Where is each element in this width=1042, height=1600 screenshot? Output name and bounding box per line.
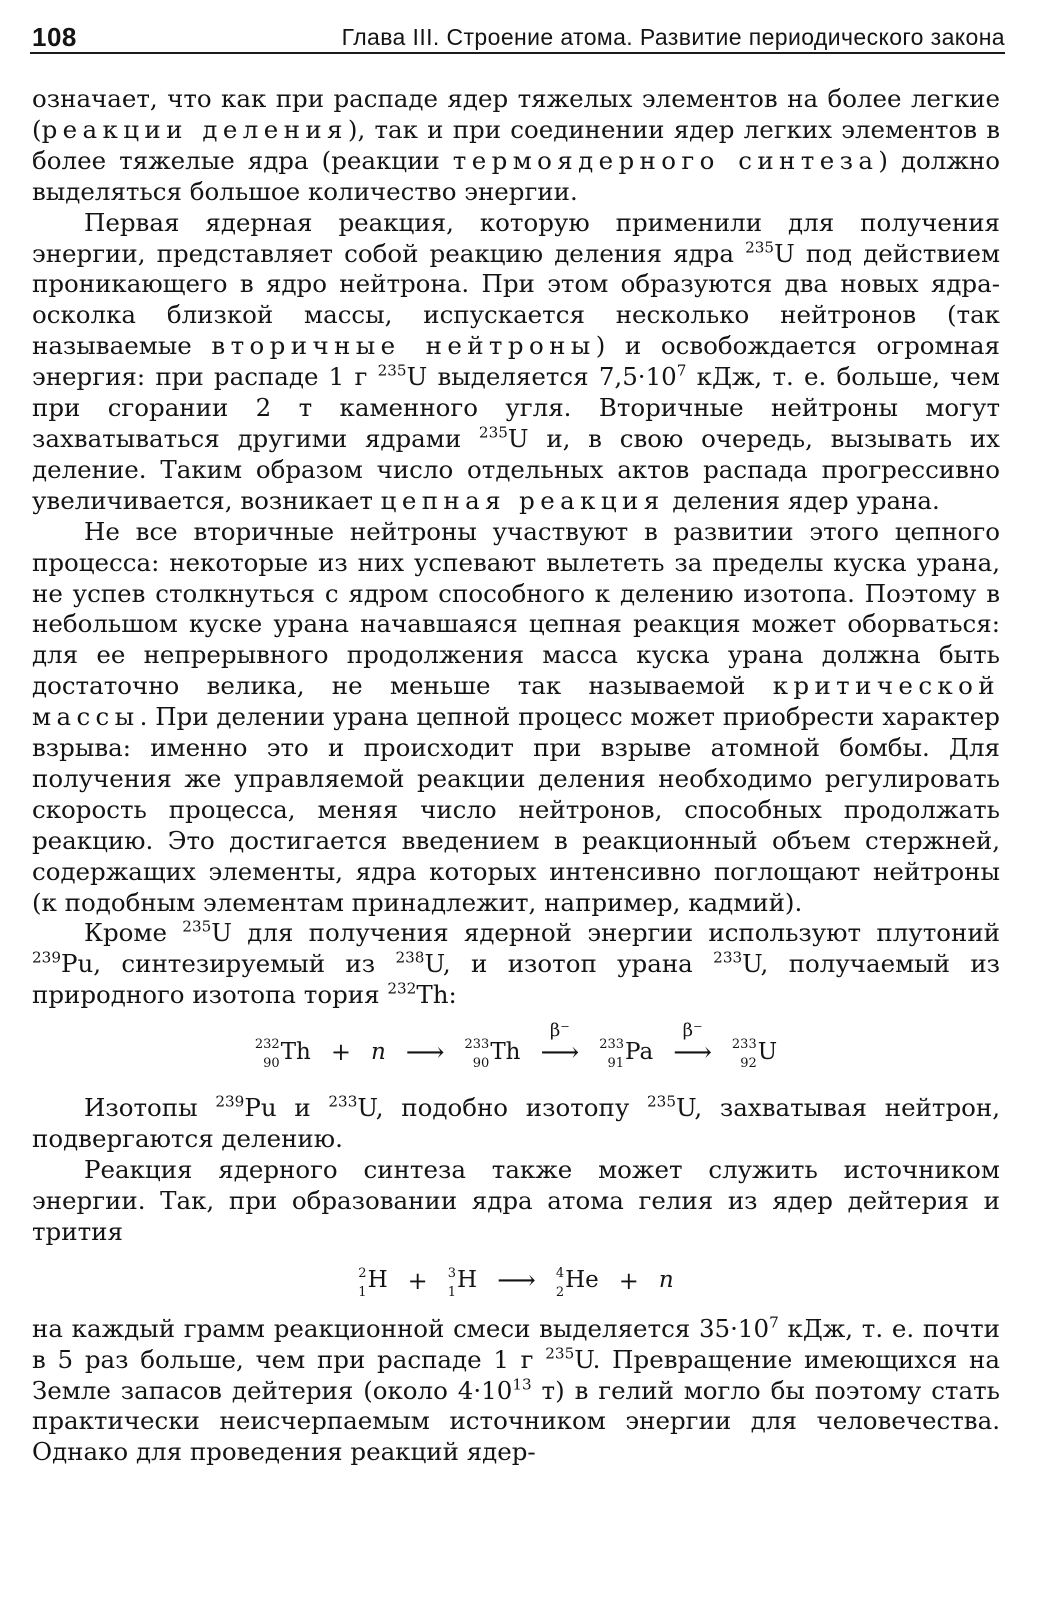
paragraph-fusion-energy	[32, 1314, 1000, 1469]
mass-number: 4	[555, 1265, 565, 1281]
helium-4-nuclide	[555, 1265, 599, 1300]
mass-number: 233	[599, 1037, 625, 1053]
text-run: ) должно выделяться большое количество энергии.	[32, 145, 1000, 206]
text-run: означает, что как при распаде ядер тяжелых элементов на более легкие (	[32, 84, 1000, 144]
emphasized-term-secondary-neutrons: вторичные нейтроны	[211, 331, 596, 361]
text-run: U выделяется 7,5·10	[406, 362, 677, 392]
text-run: U под действием проникающего в ядро нейтрона. При этом образуются два новых ядра-осколка близкой массы, испускается несколько нейтронов (так называемые	[32, 238, 1001, 361]
mass-number: 2	[358, 1265, 367, 1281]
mass-number: 233	[731, 1037, 757, 1053]
plus-sign: +	[618, 1266, 639, 1295]
exponent: 13	[512, 1375, 532, 1394]
text-run: . При делении урана цепной процесс может приобрести характер взрыва: именно это и происходит при взрыве атомной бомбы. Для получения же управляемой реакции деления необходимо регулировать скорость процесса, меняя число нейтронов, способных продолжать реакцию. Это достигается введением в реакционный объем стержней, содержащих элементы, ядра которых интенсивно поглощают нейтроны (к подобным элементам принадлежит, например, кадмий).	[32, 702, 1000, 917]
paragraph-critical-mass	[32, 517, 1000, 919]
mass-number: 3	[447, 1265, 457, 1281]
beta-decay-arrow	[673, 1020, 712, 1068]
paragraph-fusion-intro	[32, 1155, 1000, 1248]
emphasized-term-chain-reaction: цепная реакция	[380, 485, 665, 515]
paragraph-uranium-fission	[32, 208, 1000, 517]
nucleon-numbers	[447, 1265, 457, 1300]
running-head	[30, 10, 1005, 54]
text-run: ) и освобождается огромная энергия: при распаде 1 г	[32, 331, 1000, 392]
isotope-mass-number: 239	[32, 948, 61, 967]
element-symbol: Th	[490, 1038, 521, 1065]
text-run: U для получения ядерной энергии используют плутоний	[211, 918, 1000, 948]
text-run: Кроме	[84, 918, 183, 948]
text-run: Pu, синтезируемый из	[61, 949, 396, 979]
thorium-232-nuclide	[254, 1037, 311, 1072]
element-symbol: Pa	[625, 1038, 654, 1065]
nucleon-numbers	[254, 1037, 280, 1072]
tritium-nuclide	[447, 1265, 478, 1300]
element-symbol: Th	[280, 1038, 311, 1065]
neutron-symbol	[370, 1038, 386, 1065]
element-symbol: H	[457, 1267, 478, 1294]
arrow-glyph: ⟶	[673, 1036, 712, 1068]
paragraph-fissile-isotopes-note	[32, 1093, 1000, 1155]
reaction-arrow: ⟶	[405, 1036, 445, 1068]
charge-number: 2	[555, 1284, 565, 1300]
reaction-arrow: ⟶	[497, 1265, 536, 1297]
nucleon-numbers	[358, 1265, 367, 1300]
isotope-mass-number: 239	[215, 1092, 245, 1111]
arrow-glyph: ⟶	[540, 1036, 580, 1068]
thorium-uranium-reaction-equation	[32, 1011, 1000, 1093]
isotope-mass-number: 233	[328, 1092, 358, 1111]
text-run: кДж, т. е. больше, чем при сгорании 2 т каменного угля. Вторичные нейтроны могут захватываться другими ядрами	[32, 362, 1000, 453]
isotope-mass-number: 235	[545, 1344, 575, 1363]
text-run: U и, в свою очередь, вызывать их деление. Таким образом число отдельных актов распада прогрессивно увеличивается, возникает	[32, 423, 1000, 515]
isotope-mass-number: 235	[647, 1092, 676, 1111]
text-run: Реакция ядерного синтеза также может служить источником энергии. Так, при образовании ядра атома гелия из ядер дейтерия и трития	[32, 1155, 1000, 1246]
text-run: деления ядер урана.	[664, 485, 940, 515]
text-run: U, получаемый из природного изотопа тория	[32, 949, 1001, 1010]
isotope-mass-number: 232	[387, 979, 417, 998]
charge-number: 1	[358, 1284, 367, 1300]
isotope-mass-number: 235	[478, 423, 508, 442]
element-symbol: U	[757, 1038, 778, 1065]
beta-minus-label: β⁻	[682, 1020, 703, 1042]
emphasized-term-fission-reaction: реакции деления	[41, 114, 348, 144]
text-run: на каждый грамм реакционной смеси выделяется 35·10	[32, 1313, 770, 1343]
text-run: кДж, т. е. почти в 5 раз больше, чем при распаде 1 г	[32, 1313, 1001, 1374]
text-run: т) в гелий могло бы поэтому стать практически неисчерпаемым источником энергии для человечества. Однако для проведения реакций ядер-	[32, 1375, 1000, 1467]
text-run: U. Превращение имеющихся на Земле запасов дейтерия (около 4·10	[32, 1344, 1000, 1405]
charge-number: 90	[472, 1056, 490, 1072]
plus-sign: +	[407, 1266, 428, 1295]
text-run: Не все вторичные нейтроны участвуют в развитии этого цепного процесса: некоторые из них успевают вылететь за пределы куска урана, не успев столкнуться с ядром способного к делению изотопа. Поэтому в небольшом куске урана начавшаяся цепная реакция может оборваться: для ее непрерывного продолжения масса куска урана должна быть достаточно велика, не меньше так называемой	[32, 516, 1000, 701]
thorium-233-nuclide	[464, 1037, 521, 1072]
deuterium-nuclide	[358, 1265, 388, 1300]
neutron-letter: n	[370, 1038, 386, 1065]
isotope-mass-number: 233	[713, 948, 743, 967]
mass-number: 232	[254, 1037, 280, 1053]
exponent: 7	[769, 1313, 779, 1332]
charge-number: 1	[447, 1284, 457, 1300]
page-number: 108	[32, 22, 77, 52]
charge-number: 92	[740, 1056, 757, 1072]
text-run: Первая ядерная реакция, которую применили для получения энергии, представляет собой реакцию деления ядра	[32, 207, 1000, 268]
paragraph-fission-fusion-energy	[32, 84, 1000, 208]
exponent: 7	[676, 361, 687, 380]
charge-number: 90	[263, 1056, 280, 1072]
text-run: Th:	[416, 980, 457, 1010]
protactinium-233-nuclide	[599, 1037, 654, 1072]
plus-sign: +	[330, 1038, 351, 1067]
nucleon-numbers	[555, 1265, 565, 1300]
text-run: ), так и при соединении ядер легких элементов в более тяжелые ядра (реакции	[32, 114, 1001, 175]
nucleon-numbers	[464, 1037, 490, 1072]
element-symbol: He	[565, 1267, 599, 1294]
beta-decay-arrow	[540, 1020, 580, 1068]
isotope-mass-number: 238	[395, 948, 425, 967]
uranium-233-nuclide	[731, 1037, 778, 1072]
neutron-letter: n	[658, 1267, 674, 1294]
isotope-mass-number: 235	[182, 918, 212, 937]
text-run: U, подобно изотопу	[357, 1093, 647, 1123]
nucleon-numbers	[731, 1037, 757, 1072]
emphasized-term-critical-mass: критической массы	[32, 671, 1000, 732]
mass-number: 233	[464, 1037, 490, 1053]
text-run: U, захватывая нейтрон, подвергаются делению.	[32, 1093, 1000, 1154]
chapter-title: Глава III. Строение атома. Развитие периодического закона	[341, 24, 1005, 50]
text-run: U, и изотоп урана	[424, 949, 714, 979]
text-run: Изотопы	[84, 1093, 216, 1123]
isotope-mass-number: 235	[745, 238, 775, 257]
body-text	[32, 84, 1000, 1468]
text-run: Pu и	[244, 1093, 329, 1123]
deuterium-tritium-fusion-equation	[32, 1248, 1000, 1314]
emphasized-term-thermonuclear-synthesis: термоядерного синтеза	[452, 145, 879, 175]
element-symbol: H	[367, 1267, 388, 1294]
nucleon-numbers	[599, 1037, 625, 1072]
neutron-symbol	[659, 1269, 674, 1292]
paragraph-other-fissile-isotopes	[32, 918, 1000, 1011]
beta-minus-label: β⁻	[549, 1020, 570, 1042]
isotope-mass-number: 235	[377, 361, 407, 380]
charge-number: 91	[607, 1056, 625, 1072]
